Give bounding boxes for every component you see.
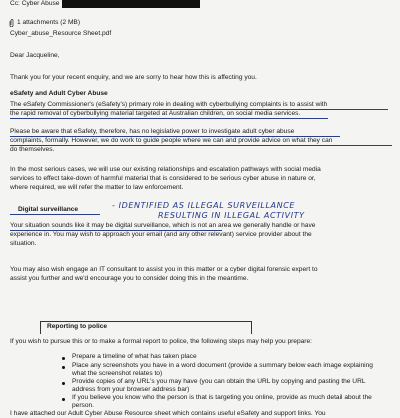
pen-underline <box>10 214 100 215</box>
pen-underline <box>10 109 388 110</box>
section2-p2-line1: You may also wish engage an IT consultant to assist you in this matter or a cyber digital forensic expert to <box>10 266 318 273</box>
section1-p3-line2: services to effect take-down of harmful material that is considered to be serious cyber abuse in nature or, <box>10 175 316 182</box>
attachment-file-link[interactable]: Cyber_abuse_Resource Sheet.pdf <box>10 30 112 37</box>
section1-p3-line3: where required, we will refer the matter to law enforcement. <box>10 184 184 191</box>
section1-p1-line2: the rapid removal of cyberbullying material targeted at Australian children, on social media services. <box>10 110 301 117</box>
pen-underline <box>10 145 392 146</box>
pen-underline <box>10 136 340 137</box>
pen-underline <box>10 230 222 231</box>
section2-p1-line1: Your situation sounds like it may be digital surveillance, which is not an area we generally handle or have <box>10 222 316 229</box>
bullet-item: If you believe you know who the person is that is targeting you online, provide as much detail about the <box>72 394 372 401</box>
handwritten-note-line2: RESULTING IN ILLEGAL ACTIVITY <box>158 211 305 220</box>
section3-intro: If you wish to pursue this or to make a formal report to police, the following steps may help you prepare: <box>10 338 312 345</box>
section-heading-reporting: Reporting to police <box>47 323 108 330</box>
section1-p2-line3: do themselves. <box>10 146 55 153</box>
bullet-item-continued: address from your browser address bar) <box>72 386 190 393</box>
section2-p1-line2: experience in. You may wish to approach your email (and any other relevant) service provider about the <box>10 231 312 238</box>
bullet-marker <box>62 357 65 360</box>
cc-line: Cc: Cyber Abuse <box>10 0 60 7</box>
pen-underline <box>10 118 328 119</box>
closing-line: I have attached our Adult Cyber Abuse Resource sheet which contains useful eSafety and support links. You <box>10 410 326 417</box>
intro-paragraph: Thank you for your recent enquiry, and we are sorry to hear how this is affecting you. <box>10 74 257 81</box>
section1-p2-line1: Please be aware that eSafety, therefore, has no legislative power to investigate adult cyber abuse <box>10 128 295 135</box>
section2-p2-line2: assist you further and we'd encourage you to consider doing this in the meantime. <box>10 275 249 282</box>
bullet-item: Place any screenshots you have in a word document (provide a summary below each image explaining <box>72 362 373 369</box>
section1-p3-line1: In the most serious cases, we will use our existing relationships and escalation pathways with social media <box>10 166 321 173</box>
bullet-marker <box>62 366 65 369</box>
greeting: Dear Jacqueline, <box>10 52 60 59</box>
handwritten-note-line1: - IDENTIFIED AS ILLEGAL SURVEILLANCE <box>112 201 296 210</box>
bullet-item: Prepare a timeline of what has taken place <box>72 353 197 360</box>
section2-p1-line3: situation. <box>10 240 37 247</box>
section-heading-esafety: eSafety and Adult Cyber Abuse <box>10 90 108 97</box>
bullet-item-continued: person. <box>72 402 94 409</box>
section1-p1-line1: The eSafety Commissioner's (eSafety's) primary role in dealing with cyberbullying complaints is to assist with <box>10 101 328 108</box>
bullet-item-continued: what the screenshot relates to) <box>72 370 163 377</box>
paperclip-icon <box>9 19 14 27</box>
section-heading-digital-surveillance: Digital surveillance <box>18 206 79 213</box>
bullet-marker <box>62 382 65 385</box>
section1-p2-line2: complaints, formally. However, we do work to guide people where we can and provide advice on what they can <box>10 137 333 144</box>
attachment-count: 1 attachments (2 MB) <box>17 19 81 26</box>
bullet-item: Provide copies of any URL's you may have (you can obtain the URL by copying and pasting the URL <box>72 378 366 385</box>
redaction-bar <box>62 0 200 8</box>
